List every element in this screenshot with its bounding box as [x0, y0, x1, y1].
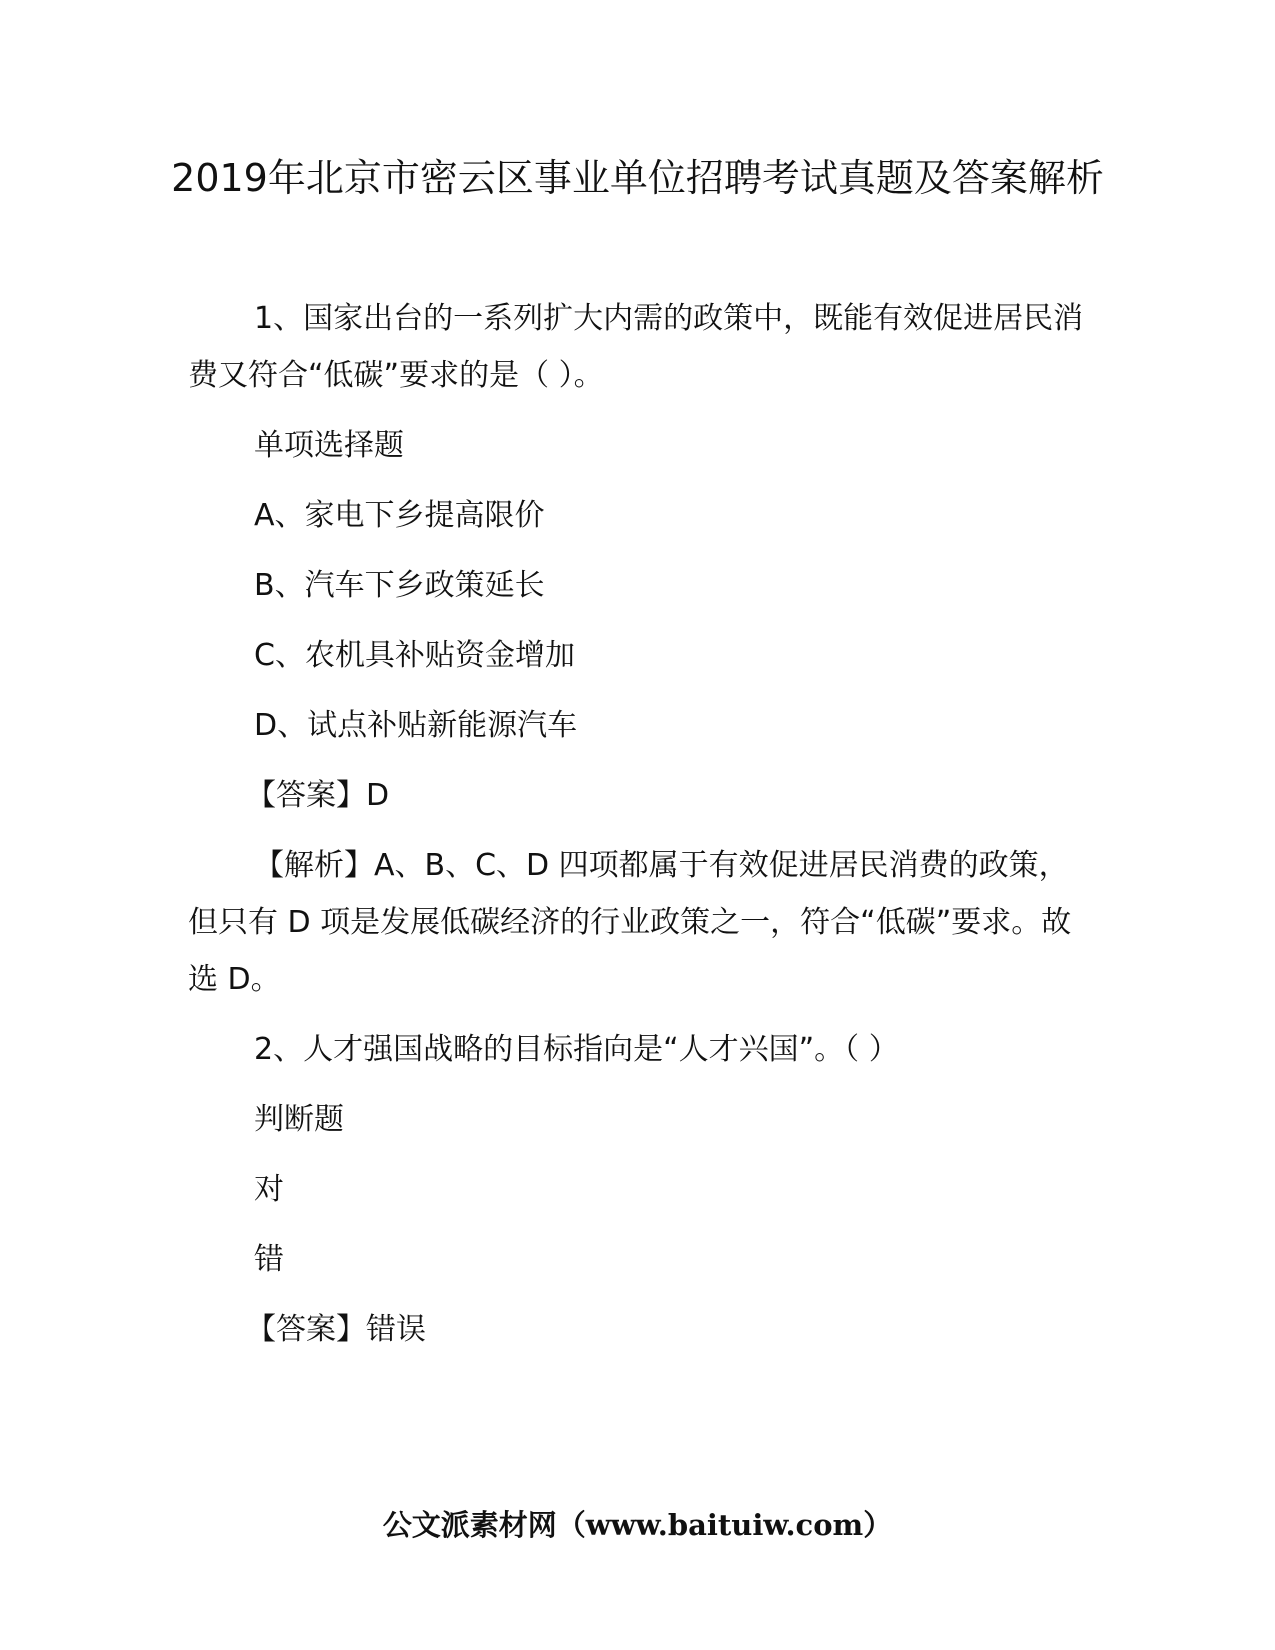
option-c: C、农机具补贴资金增加	[254, 638, 575, 673]
answer-line: 【答案】D	[246, 778, 390, 813]
question-stem: 1、国家出台的一系列扩大内需的政策中，既能有效促进居民消费又符合“低碳”要求的是（ ）。	[188, 301, 1084, 393]
option-a: A、家电下乡提高限价	[254, 498, 545, 533]
question-type: 判断题	[254, 1102, 344, 1137]
option-false: 错	[254, 1242, 284, 1277]
question-2	[188, 1021, 1093, 1358]
document-body	[188, 290, 1093, 1371]
option-d: D、试点补贴新能源汽车	[254, 708, 578, 743]
document-title: 2019年北京市密云区事业单位招聘考试真题及答案解析	[171, 156, 1104, 200]
answer-line: 【答案】错误	[246, 1312, 426, 1347]
question-stem: 2、人才强国战略的目标指向是“人才兴国”。（ ）	[254, 1032, 899, 1067]
option-b: B、汽车下乡政策延长	[254, 568, 545, 603]
analysis-paragraph: 【解析】A、B、C、D 四项都属于有效促进居民消费的政策，但只有 D 项是发展低碳经济的行业政策之一，符合“低碳”要求。故选 D。	[188, 848, 1072, 997]
question-1	[188, 290, 1093, 1008]
option-true: 对	[254, 1172, 284, 1207]
question-type: 单项选择题	[254, 428, 404, 463]
page-footer: 公文派素材网（www.baituiw.com）	[382, 1508, 893, 1542]
